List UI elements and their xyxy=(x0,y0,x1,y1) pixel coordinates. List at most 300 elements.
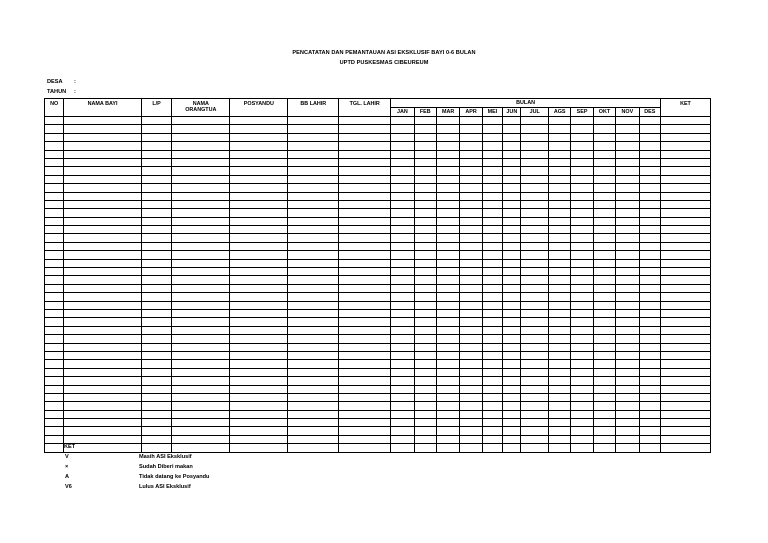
table-cell xyxy=(548,427,570,435)
table-cell xyxy=(230,444,288,452)
table-cell xyxy=(548,133,570,141)
table-cell xyxy=(548,150,570,158)
table-cell xyxy=(288,427,339,435)
table-cell xyxy=(639,351,660,359)
table-cell xyxy=(571,410,593,418)
table-cell xyxy=(436,158,459,166)
table-cell xyxy=(436,335,459,343)
table-cell xyxy=(482,368,502,376)
table-cell xyxy=(288,318,339,326)
table-cell xyxy=(414,192,436,200)
table-cell xyxy=(660,410,710,418)
table-cell xyxy=(639,251,660,259)
table-cell xyxy=(288,385,339,393)
table-cell xyxy=(172,167,230,175)
table-cell xyxy=(639,133,660,141)
desa-label: DESA xyxy=(47,79,63,85)
table-cell xyxy=(639,335,660,343)
table-cell xyxy=(414,167,436,175)
table-cell xyxy=(141,284,172,292)
table-cell xyxy=(482,427,502,435)
table-cell xyxy=(503,200,521,208)
table-cell xyxy=(339,309,391,317)
table-cell xyxy=(482,385,502,393)
table-cell xyxy=(339,444,391,452)
table-row xyxy=(45,360,711,368)
table-cell xyxy=(45,167,64,175)
table-cell xyxy=(288,268,339,276)
table-cell xyxy=(482,175,502,183)
table-cell xyxy=(230,360,288,368)
table-cell xyxy=(482,343,502,351)
table-cell xyxy=(639,293,660,301)
table-cell xyxy=(482,209,502,217)
table-cell xyxy=(414,284,436,292)
table-cell xyxy=(288,209,339,217)
table-cell xyxy=(414,251,436,259)
table-cell xyxy=(172,419,230,427)
col-header-no: NO xyxy=(45,99,64,117)
table-cell xyxy=(64,226,141,234)
table-cell xyxy=(571,309,593,317)
col-header-nama-orangtua xyxy=(172,99,230,117)
table-cell xyxy=(141,360,172,368)
table-cell xyxy=(230,410,288,418)
table-cell xyxy=(571,343,593,351)
table-cell xyxy=(660,217,710,225)
table-cell xyxy=(503,368,521,376)
table-cell xyxy=(571,360,593,368)
table-cell xyxy=(593,351,615,359)
table-cell xyxy=(460,309,482,317)
table-cell xyxy=(141,276,172,284)
table-cell xyxy=(141,410,172,418)
desa-field xyxy=(47,79,76,85)
table-cell xyxy=(172,259,230,267)
table-cell xyxy=(616,125,639,133)
table-cell xyxy=(172,335,230,343)
table-cell xyxy=(571,125,593,133)
table-cell xyxy=(616,158,639,166)
table-cell xyxy=(64,435,141,443)
table-cell xyxy=(45,217,64,225)
table-cell xyxy=(391,251,414,259)
table-cell xyxy=(593,410,615,418)
table-cell xyxy=(616,293,639,301)
table-cell xyxy=(64,368,141,376)
table-cell xyxy=(571,167,593,175)
table-cell xyxy=(482,242,502,250)
table-row xyxy=(45,259,711,267)
table-cell xyxy=(288,200,339,208)
table-cell xyxy=(571,393,593,401)
table-cell xyxy=(639,142,660,150)
table-cell xyxy=(460,259,482,267)
table-cell xyxy=(593,125,615,133)
table-cell xyxy=(45,444,64,452)
table-cell xyxy=(639,419,660,427)
table-row xyxy=(45,326,711,334)
table-cell xyxy=(288,142,339,150)
table-cell xyxy=(521,301,548,309)
table-cell xyxy=(64,133,141,141)
table-cell xyxy=(616,242,639,250)
table-cell xyxy=(45,192,64,200)
table-cell xyxy=(639,209,660,217)
table-cell xyxy=(64,326,141,334)
month-header: SEP xyxy=(571,108,593,117)
table-cell xyxy=(482,410,502,418)
table-cell xyxy=(436,444,459,452)
table-cell xyxy=(436,284,459,292)
table-cell xyxy=(548,385,570,393)
table-cell xyxy=(436,117,459,125)
table-cell xyxy=(141,335,172,343)
table-cell xyxy=(460,117,482,125)
table-cell xyxy=(45,234,64,242)
table-cell xyxy=(288,242,339,250)
table-cell xyxy=(503,158,521,166)
table-cell xyxy=(482,226,502,234)
table-cell xyxy=(436,268,459,276)
table-cell xyxy=(230,276,288,284)
table-cell xyxy=(230,209,288,217)
table-cell xyxy=(391,293,414,301)
table-cell xyxy=(391,150,414,158)
table-cell xyxy=(616,200,639,208)
table-cell xyxy=(593,167,615,175)
table-cell xyxy=(571,259,593,267)
table-cell xyxy=(230,385,288,393)
table-cell xyxy=(616,393,639,401)
table-cell xyxy=(503,184,521,192)
table-cell xyxy=(45,301,64,309)
table-cell xyxy=(141,326,172,334)
table-cell xyxy=(436,293,459,301)
desa-colon: : xyxy=(74,79,76,85)
table-row xyxy=(45,117,711,125)
table-cell xyxy=(460,343,482,351)
table-cell xyxy=(571,402,593,410)
table-cell xyxy=(288,251,339,259)
table-cell xyxy=(391,242,414,250)
table-cell xyxy=(172,200,230,208)
table-cell xyxy=(521,117,548,125)
table-cell xyxy=(503,335,521,343)
table-cell xyxy=(503,268,521,276)
table-cell xyxy=(503,377,521,385)
table-cell xyxy=(460,251,482,259)
table-cell xyxy=(548,226,570,234)
table-cell xyxy=(460,234,482,242)
table-cell xyxy=(230,242,288,250)
table-cell xyxy=(172,377,230,385)
table-cell xyxy=(64,410,141,418)
table-row xyxy=(45,435,711,443)
table-cell xyxy=(436,150,459,158)
table-cell xyxy=(548,284,570,292)
table-cell xyxy=(339,167,391,175)
table-cell xyxy=(339,293,391,301)
table-cell xyxy=(172,192,230,200)
table-cell xyxy=(339,301,391,309)
table-cell xyxy=(141,184,172,192)
table-cell xyxy=(339,377,391,385)
table-cell xyxy=(64,158,141,166)
table-cell xyxy=(391,301,414,309)
table-cell xyxy=(45,251,64,259)
table-cell xyxy=(141,125,172,133)
table-cell xyxy=(230,309,288,317)
table-cell xyxy=(64,301,141,309)
table-cell xyxy=(288,326,339,334)
table-cell xyxy=(64,251,141,259)
table-cell xyxy=(64,259,141,267)
table-cell xyxy=(660,435,710,443)
table-cell xyxy=(616,301,639,309)
table-cell xyxy=(436,184,459,192)
table-cell xyxy=(639,125,660,133)
table-cell xyxy=(230,393,288,401)
table-cell xyxy=(45,326,64,334)
table-cell xyxy=(141,251,172,259)
table-cell xyxy=(172,175,230,183)
table-cell xyxy=(503,125,521,133)
table-cell xyxy=(616,318,639,326)
table-cell xyxy=(460,268,482,276)
table-cell xyxy=(521,377,548,385)
table-cell xyxy=(521,326,548,334)
table-cell xyxy=(548,251,570,259)
table-cell xyxy=(521,318,548,326)
table-cell xyxy=(414,293,436,301)
table-cell xyxy=(639,301,660,309)
page-title: PENCATATAN DAN PEMANTAUAN ASI EKSKLUSIF BAYI 0-6 BULAN xyxy=(292,50,476,56)
table-cell xyxy=(660,184,710,192)
table-cell xyxy=(593,175,615,183)
table-cell xyxy=(141,133,172,141)
table-cell xyxy=(639,368,660,376)
table-cell xyxy=(64,402,141,410)
table-cell xyxy=(230,226,288,234)
table-cell xyxy=(288,351,339,359)
table-cell xyxy=(660,268,710,276)
col-header-ket: KET xyxy=(660,99,710,117)
table-cell xyxy=(503,142,521,150)
table-cell xyxy=(339,343,391,351)
table-cell xyxy=(172,209,230,217)
table-cell xyxy=(288,284,339,292)
table-row xyxy=(45,158,711,166)
table-cell xyxy=(660,351,710,359)
table-cell xyxy=(593,217,615,225)
table-cell xyxy=(460,142,482,150)
month-header: MEI xyxy=(482,108,502,117)
table-cell xyxy=(503,175,521,183)
table-cell xyxy=(391,175,414,183)
table-cell xyxy=(548,435,570,443)
table-cell xyxy=(548,402,570,410)
table-cell xyxy=(230,200,288,208)
table-cell xyxy=(521,385,548,393)
table-cell xyxy=(660,158,710,166)
table-cell xyxy=(660,259,710,267)
table-cell xyxy=(436,326,459,334)
legend-symbol: V xyxy=(65,454,69,460)
table-cell xyxy=(172,125,230,133)
table-cell xyxy=(593,301,615,309)
table-cell xyxy=(616,343,639,351)
table-cell xyxy=(45,360,64,368)
table-cell xyxy=(460,410,482,418)
table-cell xyxy=(521,368,548,376)
table-cell xyxy=(616,209,639,217)
table-row xyxy=(45,377,711,385)
table-cell xyxy=(571,209,593,217)
table-cell xyxy=(414,209,436,217)
table-cell xyxy=(616,435,639,443)
table-cell xyxy=(64,335,141,343)
table-cell xyxy=(414,268,436,276)
table-cell xyxy=(141,217,172,225)
table-cell xyxy=(616,385,639,393)
table-cell xyxy=(391,326,414,334)
table-cell xyxy=(548,209,570,217)
table-cell xyxy=(414,435,436,443)
table-cell xyxy=(521,175,548,183)
table-cell xyxy=(230,150,288,158)
table-cell xyxy=(436,226,459,234)
table-cell xyxy=(571,268,593,276)
table-cell xyxy=(571,251,593,259)
table-cell xyxy=(391,393,414,401)
table-cell xyxy=(339,393,391,401)
table-row xyxy=(45,335,711,343)
table-cell xyxy=(230,351,288,359)
table-cell xyxy=(172,326,230,334)
table-cell xyxy=(593,309,615,317)
table-cell xyxy=(460,167,482,175)
table-cell xyxy=(660,142,710,150)
table-cell xyxy=(521,125,548,133)
table-cell xyxy=(414,301,436,309)
table-cell xyxy=(460,351,482,359)
table-cell xyxy=(288,175,339,183)
table-cell xyxy=(482,326,502,334)
table-cell xyxy=(660,117,710,125)
table-cell xyxy=(414,427,436,435)
table-cell xyxy=(571,419,593,427)
table-cell xyxy=(503,444,521,452)
table-cell xyxy=(660,293,710,301)
table-cell xyxy=(230,217,288,225)
table-cell xyxy=(172,410,230,418)
table-cell xyxy=(288,217,339,225)
table-cell xyxy=(571,150,593,158)
table-cell xyxy=(141,377,172,385)
table-cell xyxy=(521,360,548,368)
table-row xyxy=(45,209,711,217)
table-cell xyxy=(593,184,615,192)
table-cell xyxy=(503,419,521,427)
table-cell xyxy=(45,402,64,410)
table-cell xyxy=(660,242,710,250)
table-row xyxy=(45,301,711,309)
table-cell xyxy=(172,284,230,292)
table-cell xyxy=(548,351,570,359)
month-header: JUL xyxy=(521,108,548,117)
table-cell xyxy=(45,351,64,359)
table-cell xyxy=(45,175,64,183)
table-cell xyxy=(660,284,710,292)
table-cell xyxy=(414,343,436,351)
table-cell xyxy=(660,301,710,309)
table-cell xyxy=(639,150,660,158)
table-cell xyxy=(391,444,414,452)
table-cell xyxy=(593,200,615,208)
table-cell xyxy=(548,360,570,368)
table-cell xyxy=(172,368,230,376)
table-cell xyxy=(503,309,521,317)
table-cell xyxy=(414,393,436,401)
table-cell xyxy=(172,276,230,284)
table-cell xyxy=(45,368,64,376)
legend-symbol: A xyxy=(65,474,70,480)
table-cell xyxy=(593,368,615,376)
table-cell xyxy=(503,217,521,225)
table-cell xyxy=(482,318,502,326)
table-cell xyxy=(548,175,570,183)
table-cell xyxy=(339,276,391,284)
table-cell xyxy=(593,226,615,234)
table-cell xyxy=(521,158,548,166)
table-cell xyxy=(391,427,414,435)
table-cell xyxy=(339,192,391,200)
table-cell xyxy=(639,276,660,284)
table-cell xyxy=(141,268,172,276)
table-cell xyxy=(593,318,615,326)
table-cell xyxy=(45,435,64,443)
month-header: JAN xyxy=(391,108,414,117)
table-cell xyxy=(482,200,502,208)
table-cell xyxy=(45,200,64,208)
table-cell xyxy=(45,125,64,133)
table-cell xyxy=(339,268,391,276)
table-cell xyxy=(391,435,414,443)
table-cell xyxy=(414,125,436,133)
table-cell xyxy=(45,133,64,141)
table-cell xyxy=(172,217,230,225)
table-cell xyxy=(548,184,570,192)
table-cell xyxy=(436,167,459,175)
table-cell xyxy=(436,276,459,284)
table-cell xyxy=(141,351,172,359)
table-cell xyxy=(436,427,459,435)
table-cell xyxy=(460,133,482,141)
table-cell xyxy=(482,435,502,443)
table-cell xyxy=(503,360,521,368)
table-cell xyxy=(141,192,172,200)
table-cell xyxy=(414,117,436,125)
table-cell xyxy=(45,276,64,284)
table-cell xyxy=(482,360,502,368)
table-cell xyxy=(45,427,64,435)
table-cell xyxy=(521,410,548,418)
table-cell xyxy=(436,360,459,368)
table-cell xyxy=(639,410,660,418)
table-cell xyxy=(339,402,391,410)
table-cell xyxy=(548,335,570,343)
